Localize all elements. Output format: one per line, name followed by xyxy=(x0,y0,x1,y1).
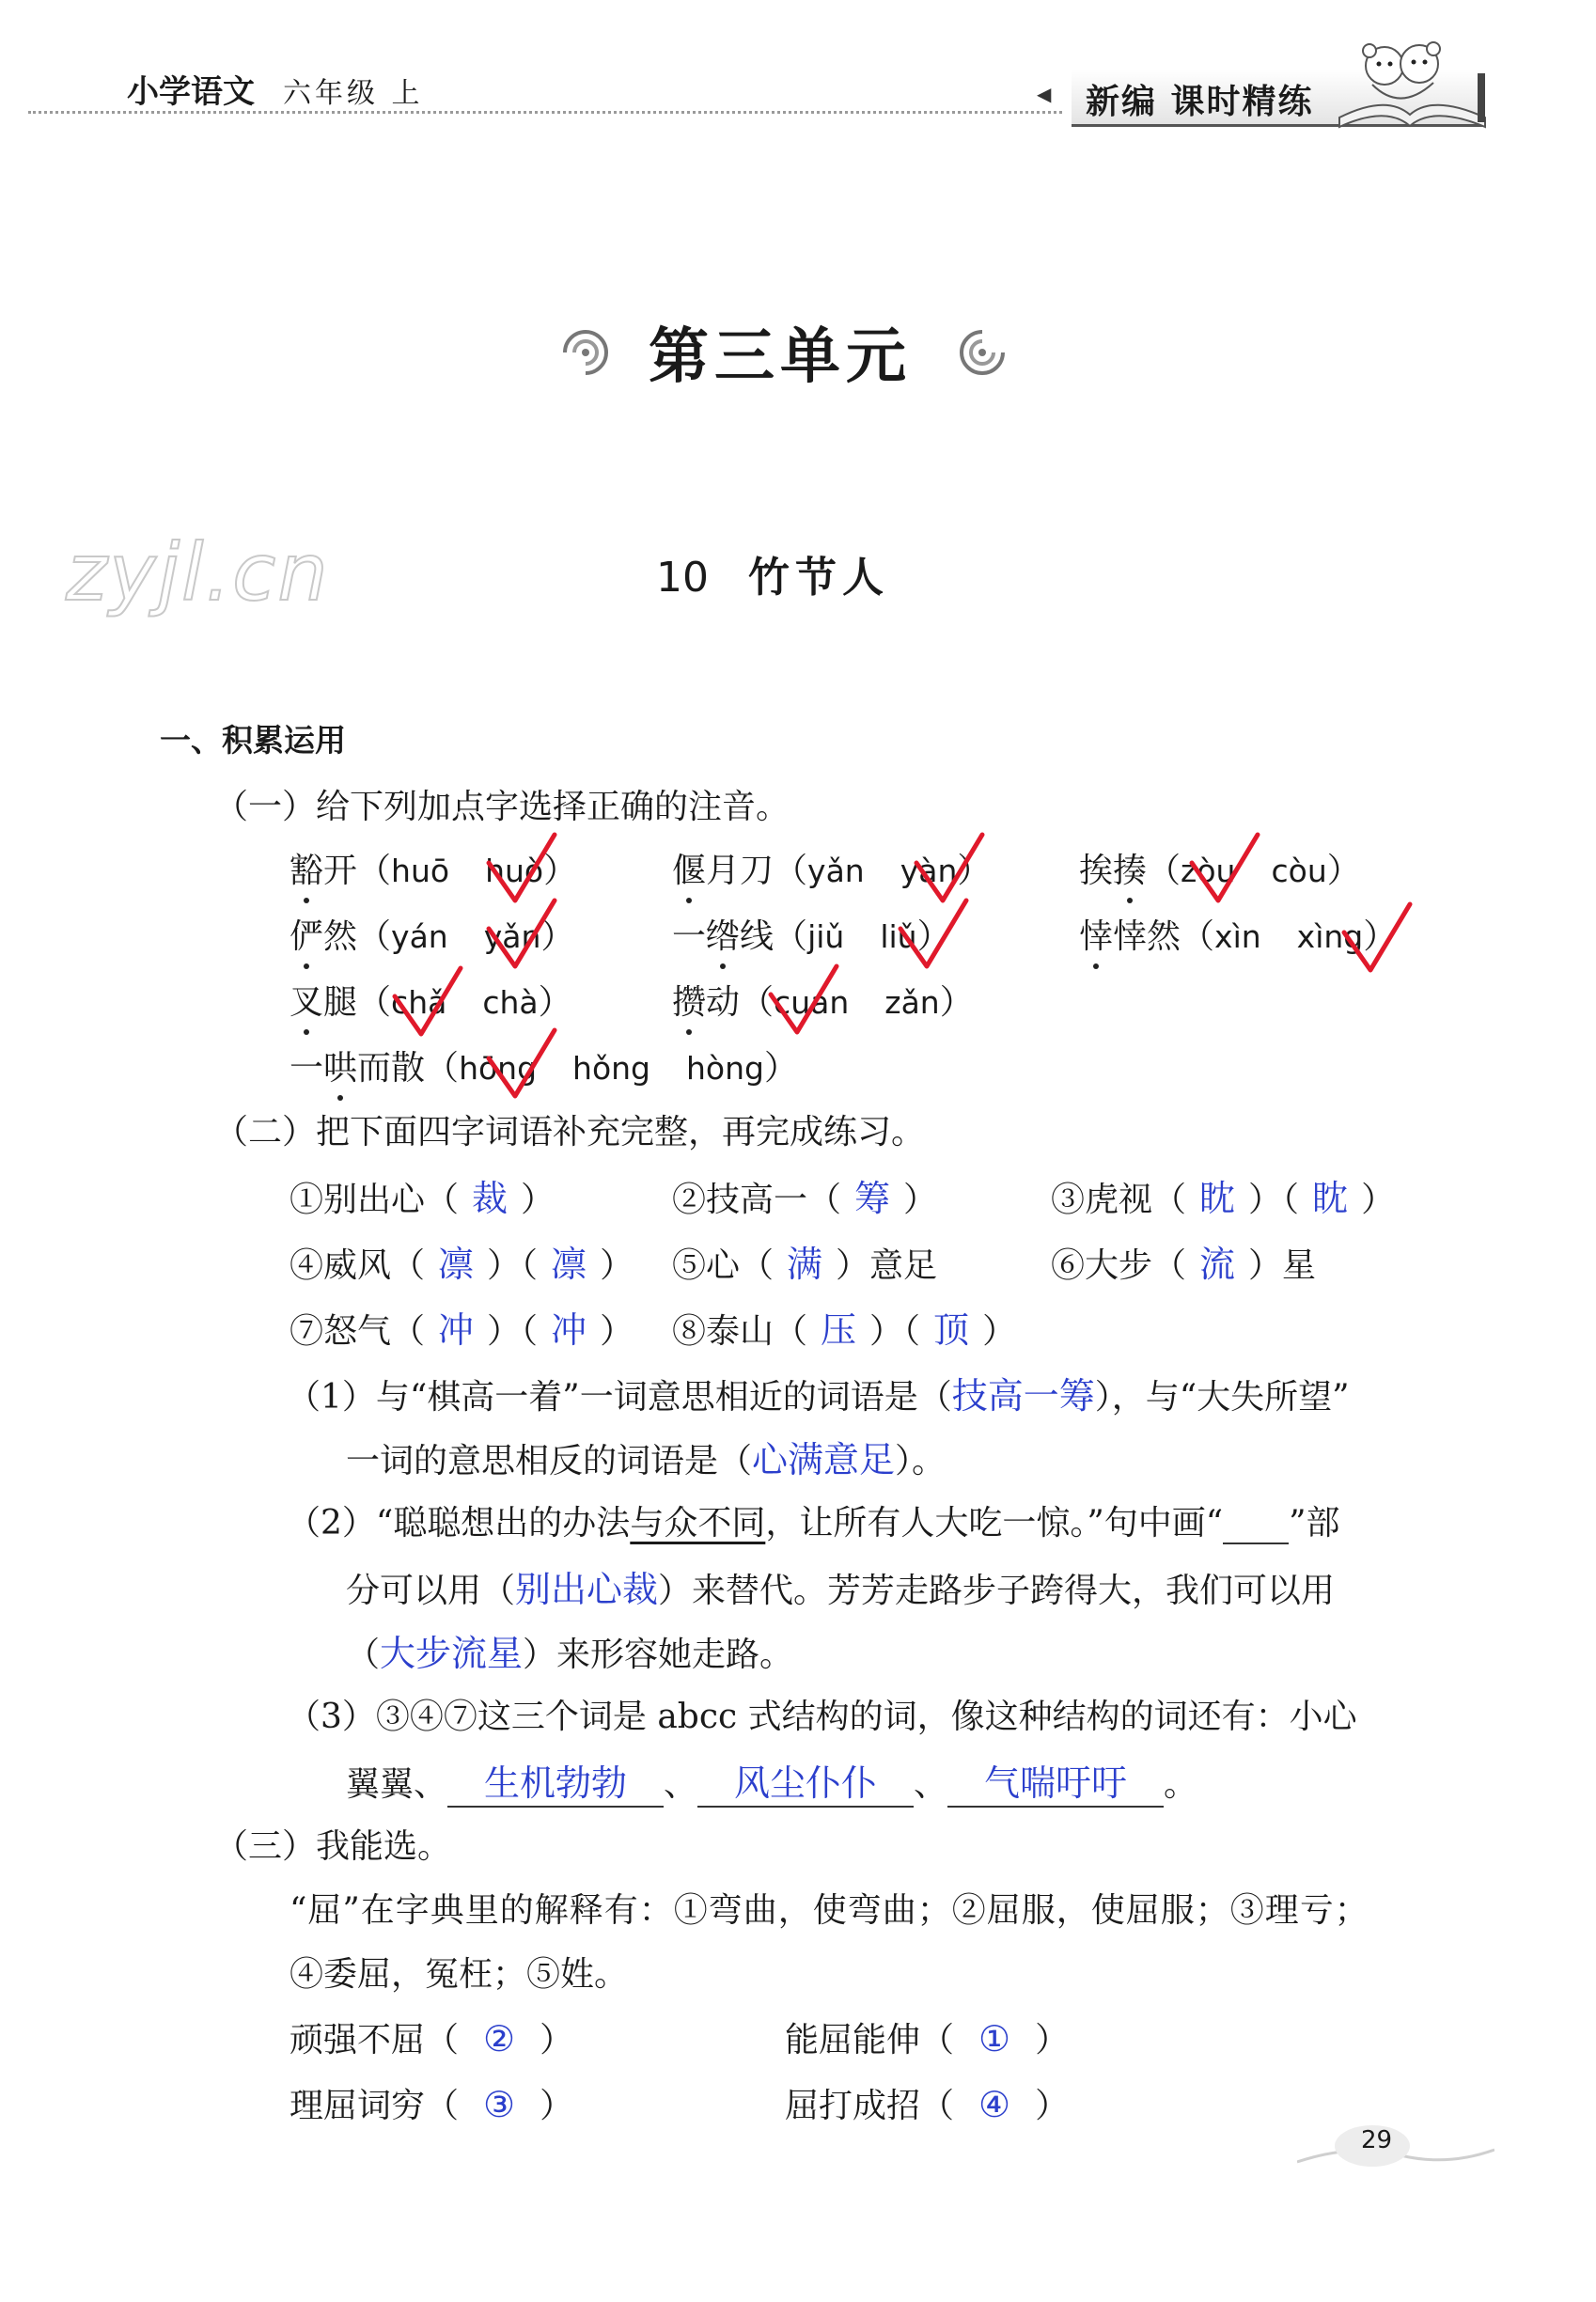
part3-prompt: （三）我能选。 xyxy=(214,1827,452,1866)
lesson-title: 竹节人 xyxy=(748,554,889,602)
idiom-item: ①别出心（ 裁 ） xyxy=(289,1178,555,1219)
pinyin-item: 豁开（huō huò） xyxy=(289,844,577,892)
pinyin-item: 攒动（cuán zǎn） xyxy=(672,976,974,1024)
watermark: zyjl.cn xyxy=(66,526,330,619)
pinyin-item: 一绺线（jiǔ liǔ） xyxy=(672,910,951,958)
lesson-number: 10 xyxy=(656,554,709,602)
question-3-cont: 翼翼、 生机勃勃 、 风尘仆仆 、 气喘吁吁 。 xyxy=(346,1754,1197,1808)
pinyin-item: 偃月刀（yǎn yàn） xyxy=(672,844,991,892)
pinyin-item: 一哄而散（hōng hǒng hòng） xyxy=(289,1041,798,1089)
question-2: （2）“聪聪想出的办法与众不同，让所有人大吃一惊。”句中画“ ”部 xyxy=(287,1504,1340,1542)
choice-item: 屈打成招（ ④ ） xyxy=(785,2084,1070,2125)
lesson-heading xyxy=(656,543,889,603)
pinyin-item: 俨然（yán yǎn） xyxy=(289,910,574,958)
idiom-item: ⑤心（ 满 ）意足 xyxy=(672,1244,938,1285)
swirl-ornament-icon xyxy=(949,320,1015,385)
idiom-item: ⑧泰山（ 压 ）（ 顶 ） xyxy=(672,1309,1017,1351)
mascot-book-icon xyxy=(1330,28,1490,132)
idiom-item: ⑦怒气（ 冲 ）（ 冲 ） xyxy=(289,1309,634,1351)
choice-item: 能屈能伸（ ① ） xyxy=(785,2018,1070,2059)
page-ornament xyxy=(1297,2120,1494,2176)
grade-label: 六年级 上 xyxy=(283,77,424,110)
idiom-item: ②技高一（ 筹 ） xyxy=(672,1178,938,1219)
pinyin-item: 叉腿（chǎ chà） xyxy=(289,976,572,1024)
book-title: 小学语文 六年级 上 xyxy=(127,73,424,111)
part2-prompt: （二）把下面四字词语补充完整，再完成练习。 xyxy=(214,1113,926,1151)
page-number: 29 xyxy=(1361,2126,1393,2154)
pinyin-item: 悻悻然（xìn xìng） xyxy=(1079,910,1397,958)
part1-prompt: （一）给下列加点字选择正确的注音。 xyxy=(214,788,790,826)
header-divider xyxy=(28,111,1062,114)
header-bar xyxy=(1478,73,1485,122)
question-2-cont: （大步流星）来形容她走路。 xyxy=(346,1633,794,1674)
choice-item: 顽强不屈（ ② ） xyxy=(289,2018,574,2059)
question-3: （3）③④⑦这三个词是 abcc 式结构的词，像这种结构的词还有：小心 xyxy=(287,1698,1357,1736)
question-1-cont: 一词的意思相反的词语是（心满意足）。 xyxy=(346,1439,947,1480)
section-title: 一、积累运用 xyxy=(160,722,346,759)
part3-desc: ④委屈，冤枉；⑤姓。 xyxy=(289,1955,629,1994)
idiom-item: ④威风（ 凛 ）（ 凛 ） xyxy=(289,1244,634,1285)
part3-desc: “屈”在字典里的解释有：①弯曲，使弯曲；②屈服，使屈服；③理亏； xyxy=(289,1891,1369,1930)
swirl-ornament-icon xyxy=(553,320,618,385)
series-title: 新编 课时精练 xyxy=(1086,83,1314,121)
triangle-left-icon: ◀ xyxy=(1037,83,1052,105)
unit-title: 第三单元 xyxy=(649,321,912,392)
pinyin-item: 挨揍（zòu còu） xyxy=(1079,844,1361,892)
question-2-cont: 分可以用（别出心裁）来替代。芳芳走路步子跨得大，我们可以用 xyxy=(346,1569,1336,1610)
choice-item: 理屈词穷（ ③ ） xyxy=(289,2084,574,2125)
question-1: （1）与“棋高一着”一词意思相近的词语是（技高一筹），与“大失所望” xyxy=(287,1375,1350,1417)
idiom-item: ③虎视（ 眈 ）（ 眈 ） xyxy=(1051,1178,1396,1219)
idiom-item: ⑥大步（ 流 ）星 xyxy=(1051,1244,1317,1285)
